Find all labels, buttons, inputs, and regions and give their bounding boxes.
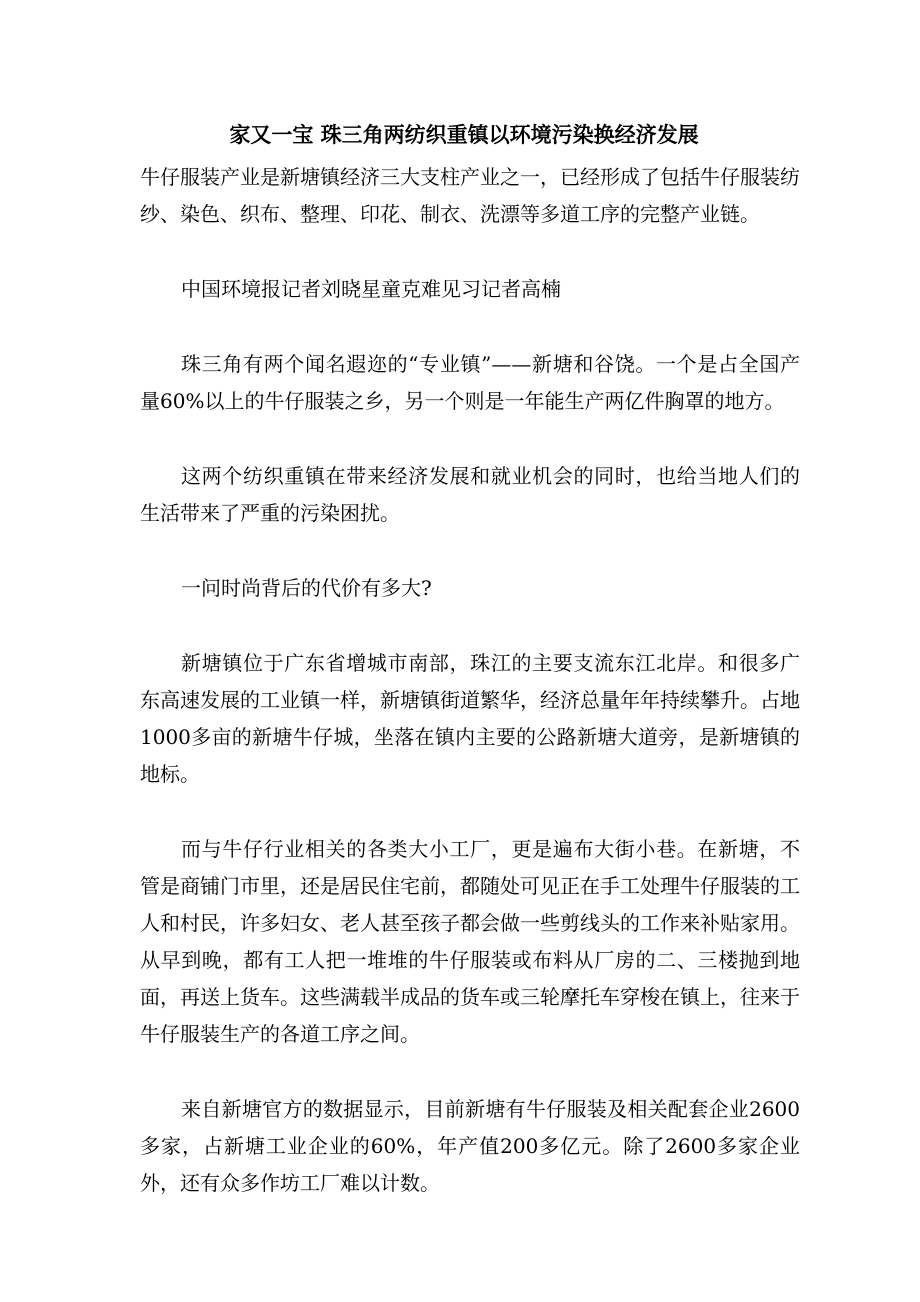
paragraph-byline: 中国环境报记者刘晓星童克难见习记者高楠 [181,277,561,301]
paragraph-question: 一问时尚背后的代价有多大? [181,576,432,600]
document-title: 家又一宝 珠三角两纺织重镇以环境污染换经济发展 [229,122,699,147]
paragraph-pollution: 这两个纺织重镇在带来经济发展和就业机会的同时，也给当地人们的生活带来了严重的污染困扰。 [140,464,800,525]
paragraph-statistics: 来自新塘官方的数据显示，目前新塘有牛仔服装及相关配套企业2600多家，占新塘工业企业的60%，年产值200多亿元。除了2600多家企业外，还有众多作坊工厂难以计数。 [140,1097,800,1195]
document-body [140,159,800,1240]
paragraph-xintang-location: 新塘镇位于广东省增城市南部，珠江的主要支流东江北岸。和很多广东高速发展的工业镇一样，新塘镇街道繁华，经济总量年年持续攀升。占地1000多亩的新塘牛仔城，坐落在镇内主要的公路新塘大道旁，是新塘镇的地标。 [140,651,800,786]
paragraph-two-towns: 珠三角有两个闻名遐迩的“专业镇”——新塘和谷饶。一个是占全国产量60%以上的牛仔服装之乡，另一个则是一年能生产两亿件胸罩的地方。 [140,352,800,413]
paragraph-intro: 牛仔服装产业是新塘镇经济三大支柱产业之一，已经形成了包括牛仔服装纺纱、染色、织布、整理、印花、制衣、洗漂等多道工序的完整产业链。 [140,165,800,226]
paragraph-factories: 而与牛仔行业相关的各类大小工厂，更是遍布大街小巷。在新塘，不管是商铺门市里，还是居民住宅前，都随处可见正在手工处理牛仔服装的工人和村民，许多妇女、老人甚至孩子都会做一些剪线头的工作来补贴家用。从早到晚，都有工人把一堆堆的牛仔服装或布料从厂房的二、三楼抛到地面，再送上货车。这些满载半成品的货车或三轮摩托车穿梭在镇上，往来于牛仔服装生产的各道工序之间。 [140,837,800,1046]
